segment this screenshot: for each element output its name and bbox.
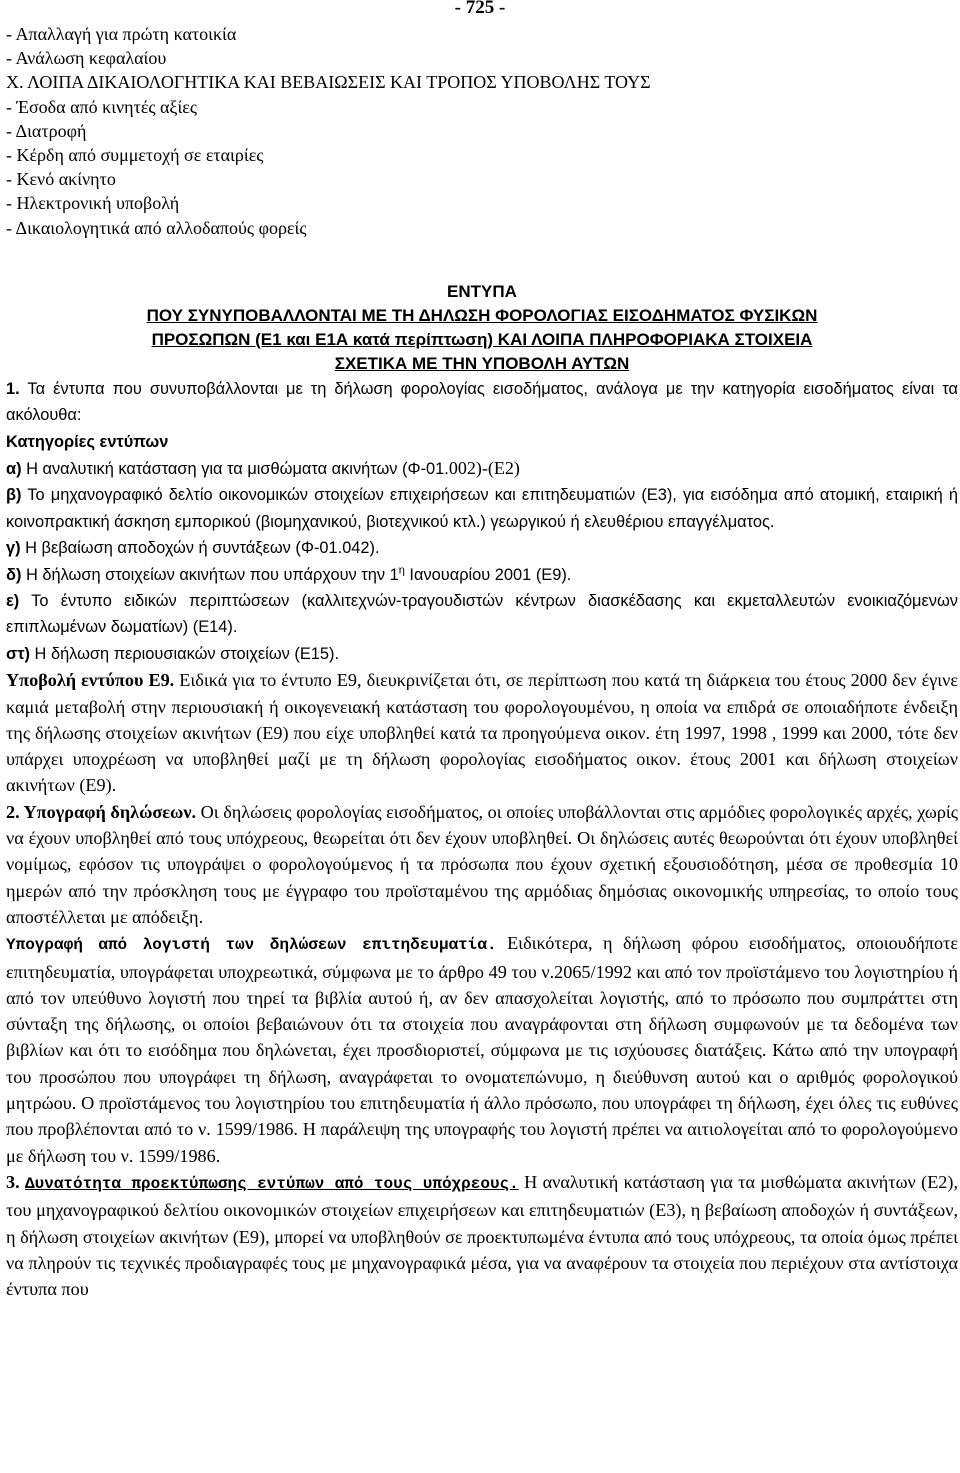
e9-paragraph: Υποβολή εντύπου Ε9. Ειδικά για το έντυπο Ε9, διευκρινίζεται ότι, σε περίπτωση που κατά τη διάρκεια του έτους 2000 δεν έγινε καμιά μεταβολή στην περιουσιακή ή οικογενειακή κατάσταση του φορολογουμένου, η οποία να επιδρά σε οποιαδήποτε ένδειξη της δήλωσης στοιχείων ακινήτων (Ε9) που είχε υποβληθεί κατά τα προηγούμενα οικον. έτη 1997, 1998 , 1999 και 2000, τότε δεν υπάρχει υποχρέωση να υποβληθεί μαζί με τη δήλωση φορολογίας εισοδήματος οικον. έτους 2001 και δήλωση στοιχείων ακινήτων (Ε9). — [6, 670, 958, 796]
item-c: γ) Η βεβαίωση αποδοχών ή συντάξεων (Φ-01.042). — [6, 539, 380, 558]
paragraph-text: Τα έντυπα που συνυποβάλλονται με τη δήλωση φορολογίας εισοδήματος, ανάλογα με την κατηγορία εισοδήματος είναι τα ακόλουθα: — [6, 379, 958, 425]
list-item: - Κενό ακίνητο — [6, 169, 116, 190]
top-list — [6, 0, 958, 240]
signature-paragraph: 2. Υπογραφή δηλώσεων. Οι δηλώσεις φορολογίας εισοδήματος, οι οποίες υποβάλλονται στις αρμόδιες φορολογικές αρχές, χωρίς να έχουν υποβληθεί από τους υπόχρεους, θεωρείται ότι δεν έχουν υποβληθεί. Οι δηλώσεις αυτές θεωρούνται ότι έχουν υποβληθεί νομίμως, εφόσον τις υπογράψει ο φορολογούμενος ή τα πρόσωπα που έχουν σχετική εξουσιοδότηση, μέσα σε προθεσμία 10 ημερών από την πρόσκληση τους με έγγραφο του προϊσταμένου της αρμόδιας δημόσιας οικονομικής υπηρεσίας, το οποίο τους αποστέλλεται με απόδειξη. — [6, 801, 959, 927]
item-b: β) Το μηχανογραφικό δελτίο οικονομικών στοιχείων επιχειρήσεων και επιτηδευματιών (Ε3), για εισόδημα από ατομική, εταιρική ή κοινοπρακτική άσκηση εμπορικού (βιομηχανικού, βιοτεχνικού κτλ.) γεωργικού ή ελευθέριου επαγγέλματος. — [6, 486, 958, 531]
list-item: - Διατροφή — [6, 120, 87, 141]
section-title-line: ΕΝΤΥΠΑ — [447, 281, 517, 301]
list-item: - Δικαιολογητικά από αλλοδαπούς φορείς — [6, 217, 307, 238]
paragraph-number: 1. — [6, 379, 20, 398]
forms-section — [6, 376, 958, 667]
categories-heading: Κατηγορίες εντύπων — [6, 432, 169, 451]
page-number: - 725 - — [454, 0, 506, 18]
list-item: - Έσοδα από κινητές αξίες — [6, 96, 197, 117]
section-title-line: ΠΡΟΣΩΠΩΝ (Ε1 και Ε1Α κατά περίπτωση) ΚΑΙ ΛΟΙΠΑ ΠΛΗΡΟΦΟΡΙΑΚΑ ΣΤΟΙΧΕΙΑ — [151, 329, 813, 349]
item-e: ε) Το έντυπο ειδικών περιπτώσεων (καλλιτεχνών-τραγουδιστών κέντρων διασκέδασης και εκμεταλλευτών ενοικιαζόμενων επιπλωμένων δωματίων) (Ε14). — [6, 592, 958, 637]
signature-heading: 2. Υπογραφή δηλώσεων. — [6, 801, 197, 822]
list-item: Χ. ΛΟΙΠΑ ΔΙΚΑΙΟΛΟΓΗΤΙΚΑ ΚΑΙ ΒΕΒΑΙΩΣΕΙΣ ΚΑΙ ΤΡΟΠΟΣ ΥΠΟΒΟΛΗΣ ΤΟΥΣ — [6, 72, 651, 93]
item-st: στ) Η δήλωση περιουσιακών στοιχείων (Ε15). — [6, 644, 339, 663]
item-a: α) Η αναλυτική κατάσταση για τα μισθώματα ακινήτων (Φ-01.002)-(Ε2) — [6, 458, 520, 479]
body-text — [6, 667, 958, 1302]
preprint-heading: Δυνατότητα προεκτύπωσης εντύπων από τους υπόχρεους. — [25, 1174, 519, 1193]
list-item: - Απαλλαγή για πρώτη κατοικία — [6, 24, 237, 44]
section-title-line: ΣΧΕΤΙΚΑ ΜΕ ΤΗΝ ΥΠΟΒΟΛΗ ΑΥΤΩΝ — [334, 353, 630, 373]
paragraph-1 — [6, 376, 958, 429]
accountant-paragraph: Υπογραφή από λογιστή των δηλώσεων επιτηδευματία. Ειδικότερα, η δήλωση φόρου εισοδήματος, οποιουδήποτε επιτηδευματία, υπογράφεται υποχρεωτικά, σύμφωνα με το άρθρο 49 του ν.2065/1992 και από τον προϊστάμενο του λογιστηρίου ή από τον υπεύθυνο λογιστή που τηρεί τα βιβλία αυτού ή, αν δεν απασχολείται λογιστής, από το πρόσωπο που συμπράττει στη σύνταξη της δήλωσης, οι οποίοι βεβαιώνουν ότι τα στοιχεία που αναγράφονται στη δήλωση συμφωνούν με τα δεδομένα των βιβλίων και ότι το εισόδημα που δηλώνεται, έχει προσδιοριστεί, σύμφωνα με τις ισχύουσες διατάξεις. Κάτω από την υπογραφή του προσώπου που υπογράφει τη δήλωση, αναγράφεται το ονοματεπώνυμο, η διεύθυνση αυτού και ο αριθμός φορολογικού μητρώου. Ο προϊστάμενος του λογιστηρίου του επιτηδευματία ή άλλο πρόσωπο, που υπογράφει τη δήλωση, έχει όλες τις ευθύνες που προβλέπονται από το ν. 1599/1986. Η παράλειψη της υπογραφής του λογιστή πρέπει να αιτιολογείται από το φορολογούμενο με δήλωση του ν. 1599/1986. — [6, 933, 958, 1166]
section-title-line: ΠΟΥ ΣΥΝΥΠΟΒΑΛΛΟΝΤΑΙ ΜΕ ΤΗ ΔΗΛΩΣΗ ΦΟΡΟΛΟΓΙΑΣ ΕΙΣΟΔΗΜΑΤΟΣ ΦΥΣΙΚΩΝ — [146, 305, 818, 325]
accountant-heading: Υπογραφή από λογιστή των δηλώσεων επιτηδευματία. — [6, 936, 497, 955]
preprint-paragraph: 3. Δυνατότητα προεκτύπωσης εντύπων από τους υπόχρεους. Η αναλυτική κατάσταση για τα μισθώματα ακινήτων (Ε2), του μηχανογραφικού δελτίου οικονομικών στοιχείων επιχειρήσεων και επιτηδευματιών (Ε3), η βεβαίωση αποδοχών ή συντάξεων, η δήλωση στοιχείων ακινήτων (Ε9), μπορεί να υποβληθούν σε προεκτυπωμένα έντυπα από τους υπόχρεους, τα οποία όμως πρέπει να πληρούν τις τεχνικές προδιαγραφές τους με μηχανογραφικά μέσα, για να αναφέρουν τα στοιχεία που περιέχουν στα αντίστοιχα έντυπα που — [6, 1171, 958, 1300]
e9-heading: Υποβολή εντύπου Ε9. — [6, 670, 175, 691]
item-d: δ) Η δήλωση στοιχείων ακινήτων που υπάρχουν την $1^\eta$ Ιανουαρίου 2001 (Ε9). — [6, 564, 572, 584]
list-item: - Ηλεκτρονική υποβολή — [6, 193, 180, 214]
section-heading — [6, 280, 958, 376]
list-item: - Ανάλωση κεφαλαίου — [6, 48, 167, 69]
list-item: - Κέρδη από συμμετοχή σε εταιρίες — [6, 145, 264, 166]
